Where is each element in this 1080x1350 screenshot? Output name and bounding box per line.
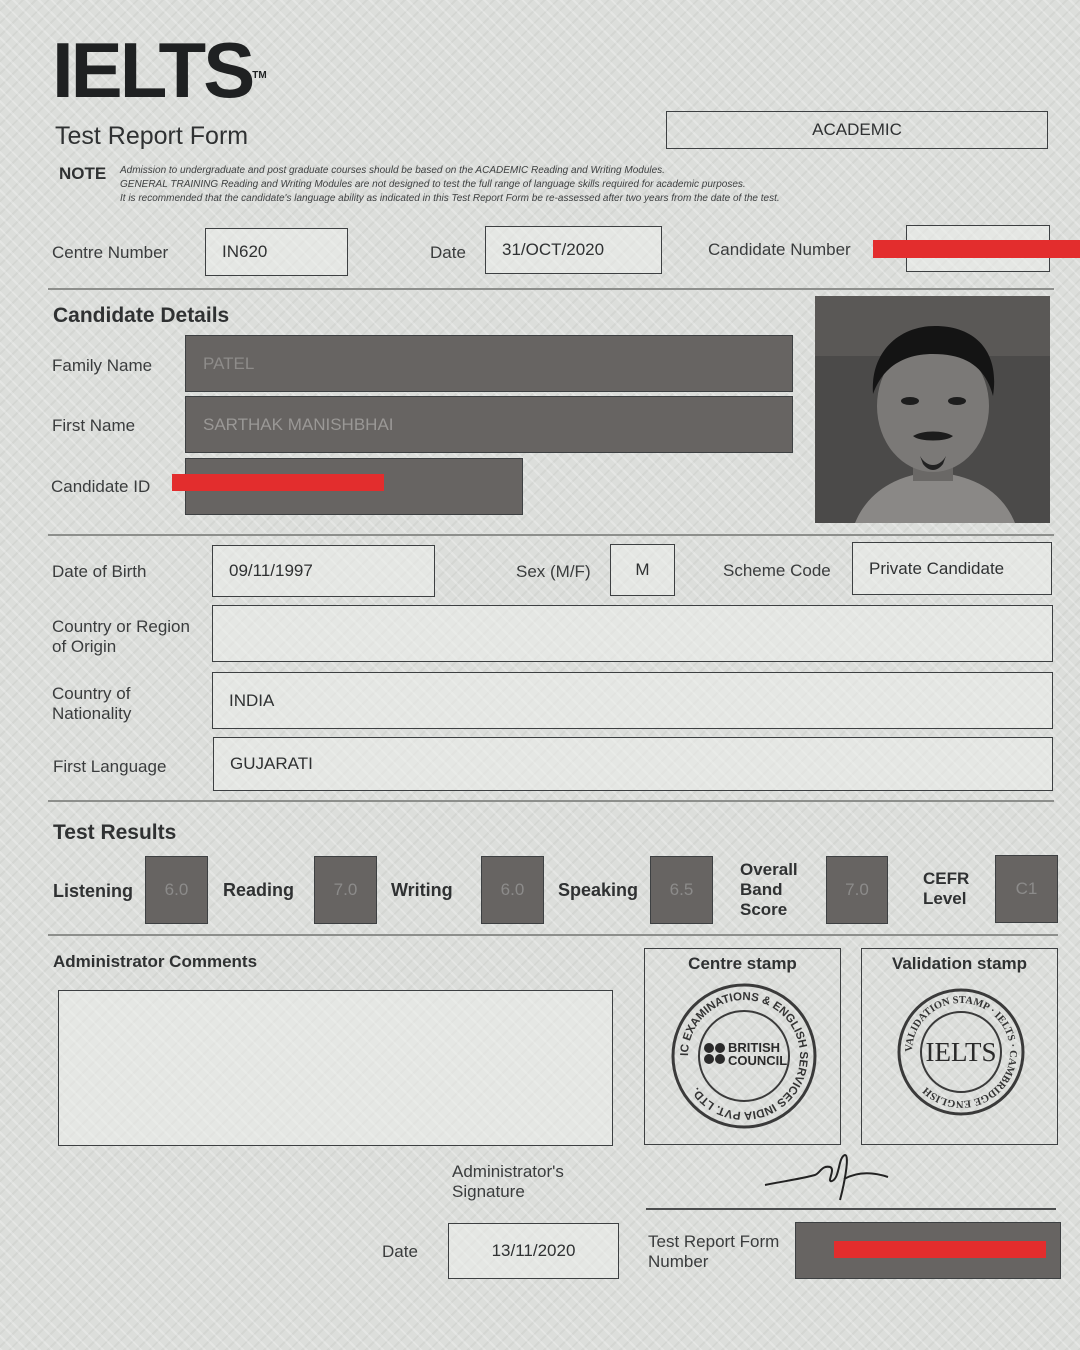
trf-number-label-line-2: Number: [648, 1252, 709, 1271]
candidate-number-label: Candidate Number: [708, 240, 851, 259]
trf-number-label-line-1: Test Report Form: [648, 1232, 780, 1251]
first-name-label: First Name: [52, 416, 136, 435]
divider: [48, 288, 1054, 290]
overall-label: [740, 860, 798, 920]
nationality-label-line-1: Country of: [52, 684, 131, 703]
overall-label-line-1: Overall: [740, 860, 798, 879]
trf-number-label: [648, 1232, 779, 1272]
centre-number-label: Centre Number: [52, 243, 169, 262]
centre-stamp-seal: [669, 981, 819, 1131]
admin-date-label: Date: [382, 1242, 418, 1261]
sex-value: M: [635, 560, 650, 579]
scheme-code-field: [852, 542, 1052, 595]
candidate-details-title: Candidate Details: [53, 304, 230, 327]
first-name-value: SARTHAK MANISHBHAI: [203, 414, 394, 434]
logo-text: IELTS: [52, 26, 253, 114]
admin-date-field: [448, 1223, 619, 1279]
nationality-value: INDIA: [229, 690, 275, 710]
note-line-3: It is recommended that the candidate's language ability as indicated in this Test Report Form be re-assessed after two years from the date of the test.: [120, 193, 780, 204]
signature-line: [646, 1208, 1056, 1210]
centre-stamp-inner-1: BRITISH: [728, 1040, 780, 1055]
origin-field: [212, 605, 1053, 662]
dob-field: [212, 545, 435, 597]
note-label: NOTE: [59, 164, 107, 183]
centre-date-value: 31/OCT/2020: [502, 240, 605, 259]
centre-number-field: [205, 228, 348, 276]
cefr-label-line-2: Level: [923, 889, 967, 908]
sex-field: [610, 544, 675, 596]
test-results-title: Test Results: [53, 821, 177, 844]
form-title: Test Report Form: [55, 122, 249, 150]
family-name-value: PATEL: [203, 353, 255, 373]
writing-label: Writing: [391, 880, 453, 900]
administrator-signature: [760, 1145, 900, 1215]
nationality-label-line-2: Nationality: [52, 704, 132, 723]
note-line-1: Admission to undergraduate and post graduate courses should be based on the ACADEMIC Reading and Writing Modules.: [120, 165, 665, 176]
nationality-label: [52, 684, 131, 724]
reading-label: Reading: [223, 880, 295, 900]
family-name-label: Family Name: [52, 356, 153, 375]
dob-value: 09/11/1997: [229, 561, 313, 580]
centre-stamp-ring-text: IC EXAMINATIONS & ENGLISH SERVICES INDIA PVT. LTD.: [678, 990, 810, 1122]
family-name-field: [185, 335, 793, 392]
validation-stamp-ring-text: VALIDATION STAMP · IELTS · CAMBRIDGE ENGLISH: [903, 994, 1019, 1110]
overall-label-line-2: Band: [740, 880, 783, 899]
cefr-label-line-1: CEFR: [923, 869, 970, 888]
centre-stamp-inner-2: COUNCIL: [728, 1053, 788, 1068]
scheme-code-value: Private Candidate: [869, 558, 1005, 578]
origin-label-line-2: of Origin: [52, 637, 117, 656]
signature-label-line-2: Signature: [452, 1182, 525, 1201]
trf-number-redaction: [834, 1241, 1046, 1258]
centre-stamp-box: [644, 948, 841, 1145]
listening-label: Listening: [53, 881, 133, 901]
note-line-2: GENERAL TRAINING Reading and Writing Modules are not designed to test the full range of language skills required for academic purposes.: [120, 179, 746, 190]
cefr-label: [923, 869, 969, 909]
candidate-number-redaction: [873, 240, 1080, 258]
sex-label: Sex (M/F): [516, 562, 591, 581]
signature-label: [452, 1162, 564, 1202]
overall-band-score: 7.0: [826, 856, 888, 924]
module-value: ACADEMIC: [812, 120, 902, 139]
candidate-id-redaction: [172, 474, 384, 491]
validation-stamp-seal: [896, 987, 1026, 1117]
signature-label-line-1: Administrator's: [452, 1162, 564, 1181]
centre-number-value: IN620: [222, 242, 268, 261]
divider: [48, 800, 1054, 802]
overall-label-line-3: Score: [740, 900, 788, 919]
reading-score: 7.0: [314, 856, 377, 924]
candidate-photo: [815, 296, 1050, 523]
centre-stamp-label: Centre stamp: [688, 954, 797, 973]
nationality-field: [212, 672, 1053, 729]
validation-stamp-box: [861, 948, 1058, 1145]
ielts-logo: [52, 26, 267, 114]
cefr-level: C1: [995, 855, 1058, 923]
speaking-score: 6.5: [650, 856, 713, 924]
speaking-label: Speaking: [558, 880, 639, 900]
admin-date-value: 13/11/2020: [491, 1241, 576, 1260]
module-box: [666, 111, 1048, 149]
note-text: [120, 164, 1040, 206]
admin-comments-box: [58, 990, 613, 1146]
writing-score: 6.0: [481, 856, 544, 924]
first-name-field: [185, 396, 793, 453]
dob-label: Date of Birth: [52, 562, 147, 581]
photo-image: [815, 296, 1050, 523]
validation-stamp-inner: IELTS: [925, 1037, 997, 1067]
centre-date-field: [485, 226, 662, 274]
origin-label-line-1: Country or Region: [52, 617, 190, 636]
first-language-field: [213, 737, 1053, 791]
first-language-value: GUJARATI: [230, 754, 313, 773]
trademark-mark: TM: [252, 70, 267, 81]
validation-stamp-label: Validation stamp: [891, 954, 1028, 973]
first-language-label: First Language: [53, 757, 167, 776]
centre-date-label: Date: [430, 243, 466, 262]
scheme-code-label: Scheme Code: [723, 561, 831, 580]
admin-comments-label: Administrator Comments: [53, 952, 258, 971]
listening-score: 6.0: [145, 856, 208, 924]
origin-label: [52, 617, 190, 657]
divider: [48, 934, 1058, 936]
candidate-id-label: Candidate ID: [51, 477, 151, 496]
divider: [48, 534, 1054, 536]
